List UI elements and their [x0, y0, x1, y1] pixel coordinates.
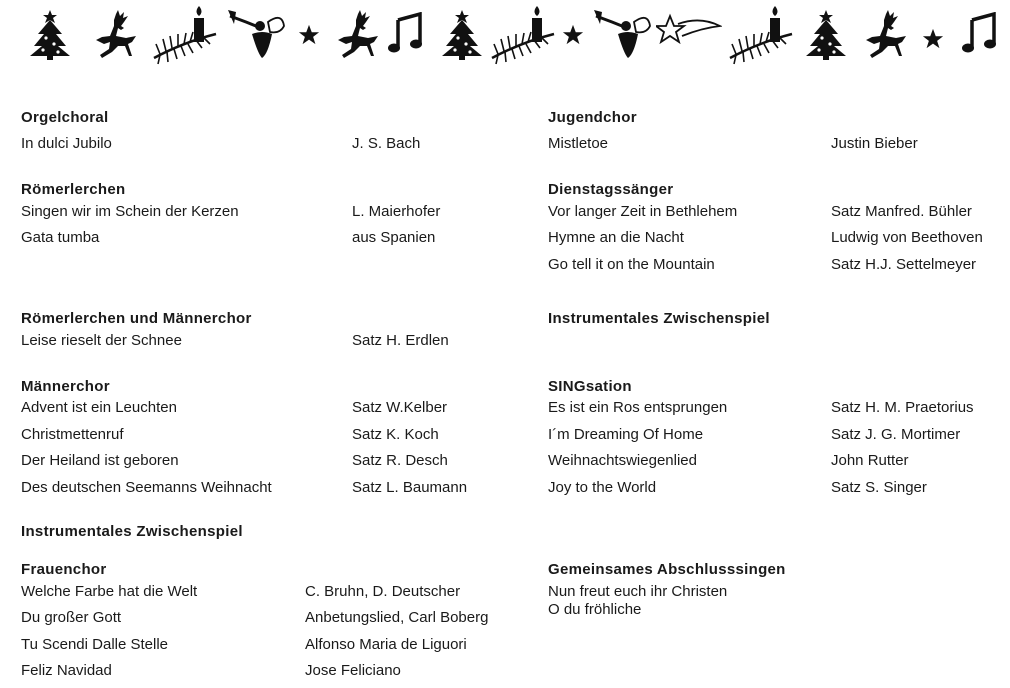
song-credit: Satz H.J. Settelmeyer	[831, 256, 977, 273]
music-note-icon	[962, 12, 998, 54]
song-credit: J. S. Bach	[352, 135, 421, 152]
pine-candle-icon	[150, 4, 220, 66]
song-title: Es ist ein Ros entsprungen	[548, 399, 728, 416]
pine-candle-icon	[726, 4, 796, 66]
song-credit: Satz K. Koch	[352, 426, 439, 443]
song-title: Go tell it on the Mountain	[548, 256, 715, 273]
trumpet-angel-icon	[594, 8, 652, 60]
song-title: Gata tumba	[21, 229, 100, 246]
song-credit: Satz Manfred. Bühler	[831, 203, 972, 220]
section-heading: Männerchor	[21, 378, 110, 395]
song-credit: Satz H. Erdlen	[352, 332, 449, 349]
song-credit: Satz S. Singer	[831, 479, 927, 496]
christmas-icon-border	[0, 0, 1010, 70]
reindeer-icon	[330, 6, 384, 64]
song-credit: John Rutter	[831, 452, 909, 469]
section-heading: SINGsation	[548, 378, 632, 395]
song-title: Mistletoe	[548, 135, 609, 152]
pine-candle-icon	[488, 4, 558, 66]
song-title: Singen wir im Schein der Kerzen	[21, 203, 239, 220]
song-title: Leise rieselt der Schnee	[21, 332, 182, 349]
song-credit: Anbetungslied, Carl Boberg	[305, 609, 489, 626]
song-credit: Alfonso Maria de Liguori	[305, 636, 467, 653]
song-credit: aus Spanien	[352, 229, 436, 246]
song-credit: Satz L. Baumann	[352, 479, 468, 496]
christmas-tree-icon	[804, 8, 848, 60]
song-credit: C. Bruhn, D. Deutscher	[305, 583, 461, 600]
star-icon	[562, 24, 584, 46]
reindeer-icon	[858, 6, 912, 64]
song-credit: Justin Bieber	[831, 135, 918, 152]
song-title: Des deutschen Seemanns Weihnacht	[21, 479, 272, 496]
section-heading: Jugendchor	[548, 109, 637, 126]
song-title: Tu Scendi Dalle Stelle	[21, 636, 169, 653]
section-heading: Instrumentales Zwischenspiel	[21, 523, 243, 540]
section-heading: Gemeinsames Abschlusssingen	[548, 561, 786, 578]
song-title: Vor langer Zeit in Bethlehem	[548, 203, 738, 220]
song-title: O du fröhliche	[548, 601, 642, 618]
song-credit: Satz H. M. Praetorius	[831, 399, 974, 416]
song-title: Welche Farbe hat die Welt	[21, 583, 198, 600]
song-title: Joy to the World	[548, 479, 657, 496]
song-credit: Jose Feliciano	[305, 662, 401, 679]
section-heading: Dienstagssänger	[548, 181, 674, 198]
reindeer-icon	[88, 6, 142, 64]
song-title: Advent ist ein Leuchten	[21, 399, 177, 416]
song-title: In dulci Jubilo	[21, 135, 112, 152]
song-title: Nun freut euch ihr Christen	[548, 583, 728, 600]
christmas-tree-icon	[28, 8, 72, 60]
song-credit: L. Maierhofer	[352, 203, 441, 220]
song-title: Du großer Gott	[21, 609, 122, 626]
song-credit: Satz J. G. Mortimer	[831, 426, 961, 443]
song-credit: Ludwig von Beethoven	[831, 229, 983, 246]
section-heading: Römerlerchen	[21, 181, 126, 198]
section-heading: Römerlerchen und Männerchor	[21, 310, 252, 327]
shooting-star-icon	[656, 12, 722, 52]
section-heading: Orgelchoral	[21, 109, 109, 126]
section-heading: Instrumentales Zwischenspiel	[548, 310, 770, 327]
song-title: Der Heiland ist geboren	[21, 452, 179, 469]
song-title: I´m Dreaming Of Home	[548, 426, 704, 443]
song-credit: Satz R. Desch	[352, 452, 448, 469]
song-title: Christmettenruf	[21, 426, 124, 443]
star-icon	[922, 28, 944, 50]
section-heading: Frauenchor	[21, 561, 107, 578]
star-icon	[298, 24, 320, 46]
song-title: Feliz Navidad	[21, 662, 112, 679]
trumpet-angel-icon	[228, 8, 286, 60]
christmas-tree-icon	[440, 8, 484, 60]
song-title: Hymne an die Nacht	[548, 229, 684, 246]
song-title: Weihnachtswiegenlied	[548, 452, 697, 469]
music-note-icon	[388, 12, 424, 54]
song-credit: Satz W.Kelber	[352, 399, 448, 416]
